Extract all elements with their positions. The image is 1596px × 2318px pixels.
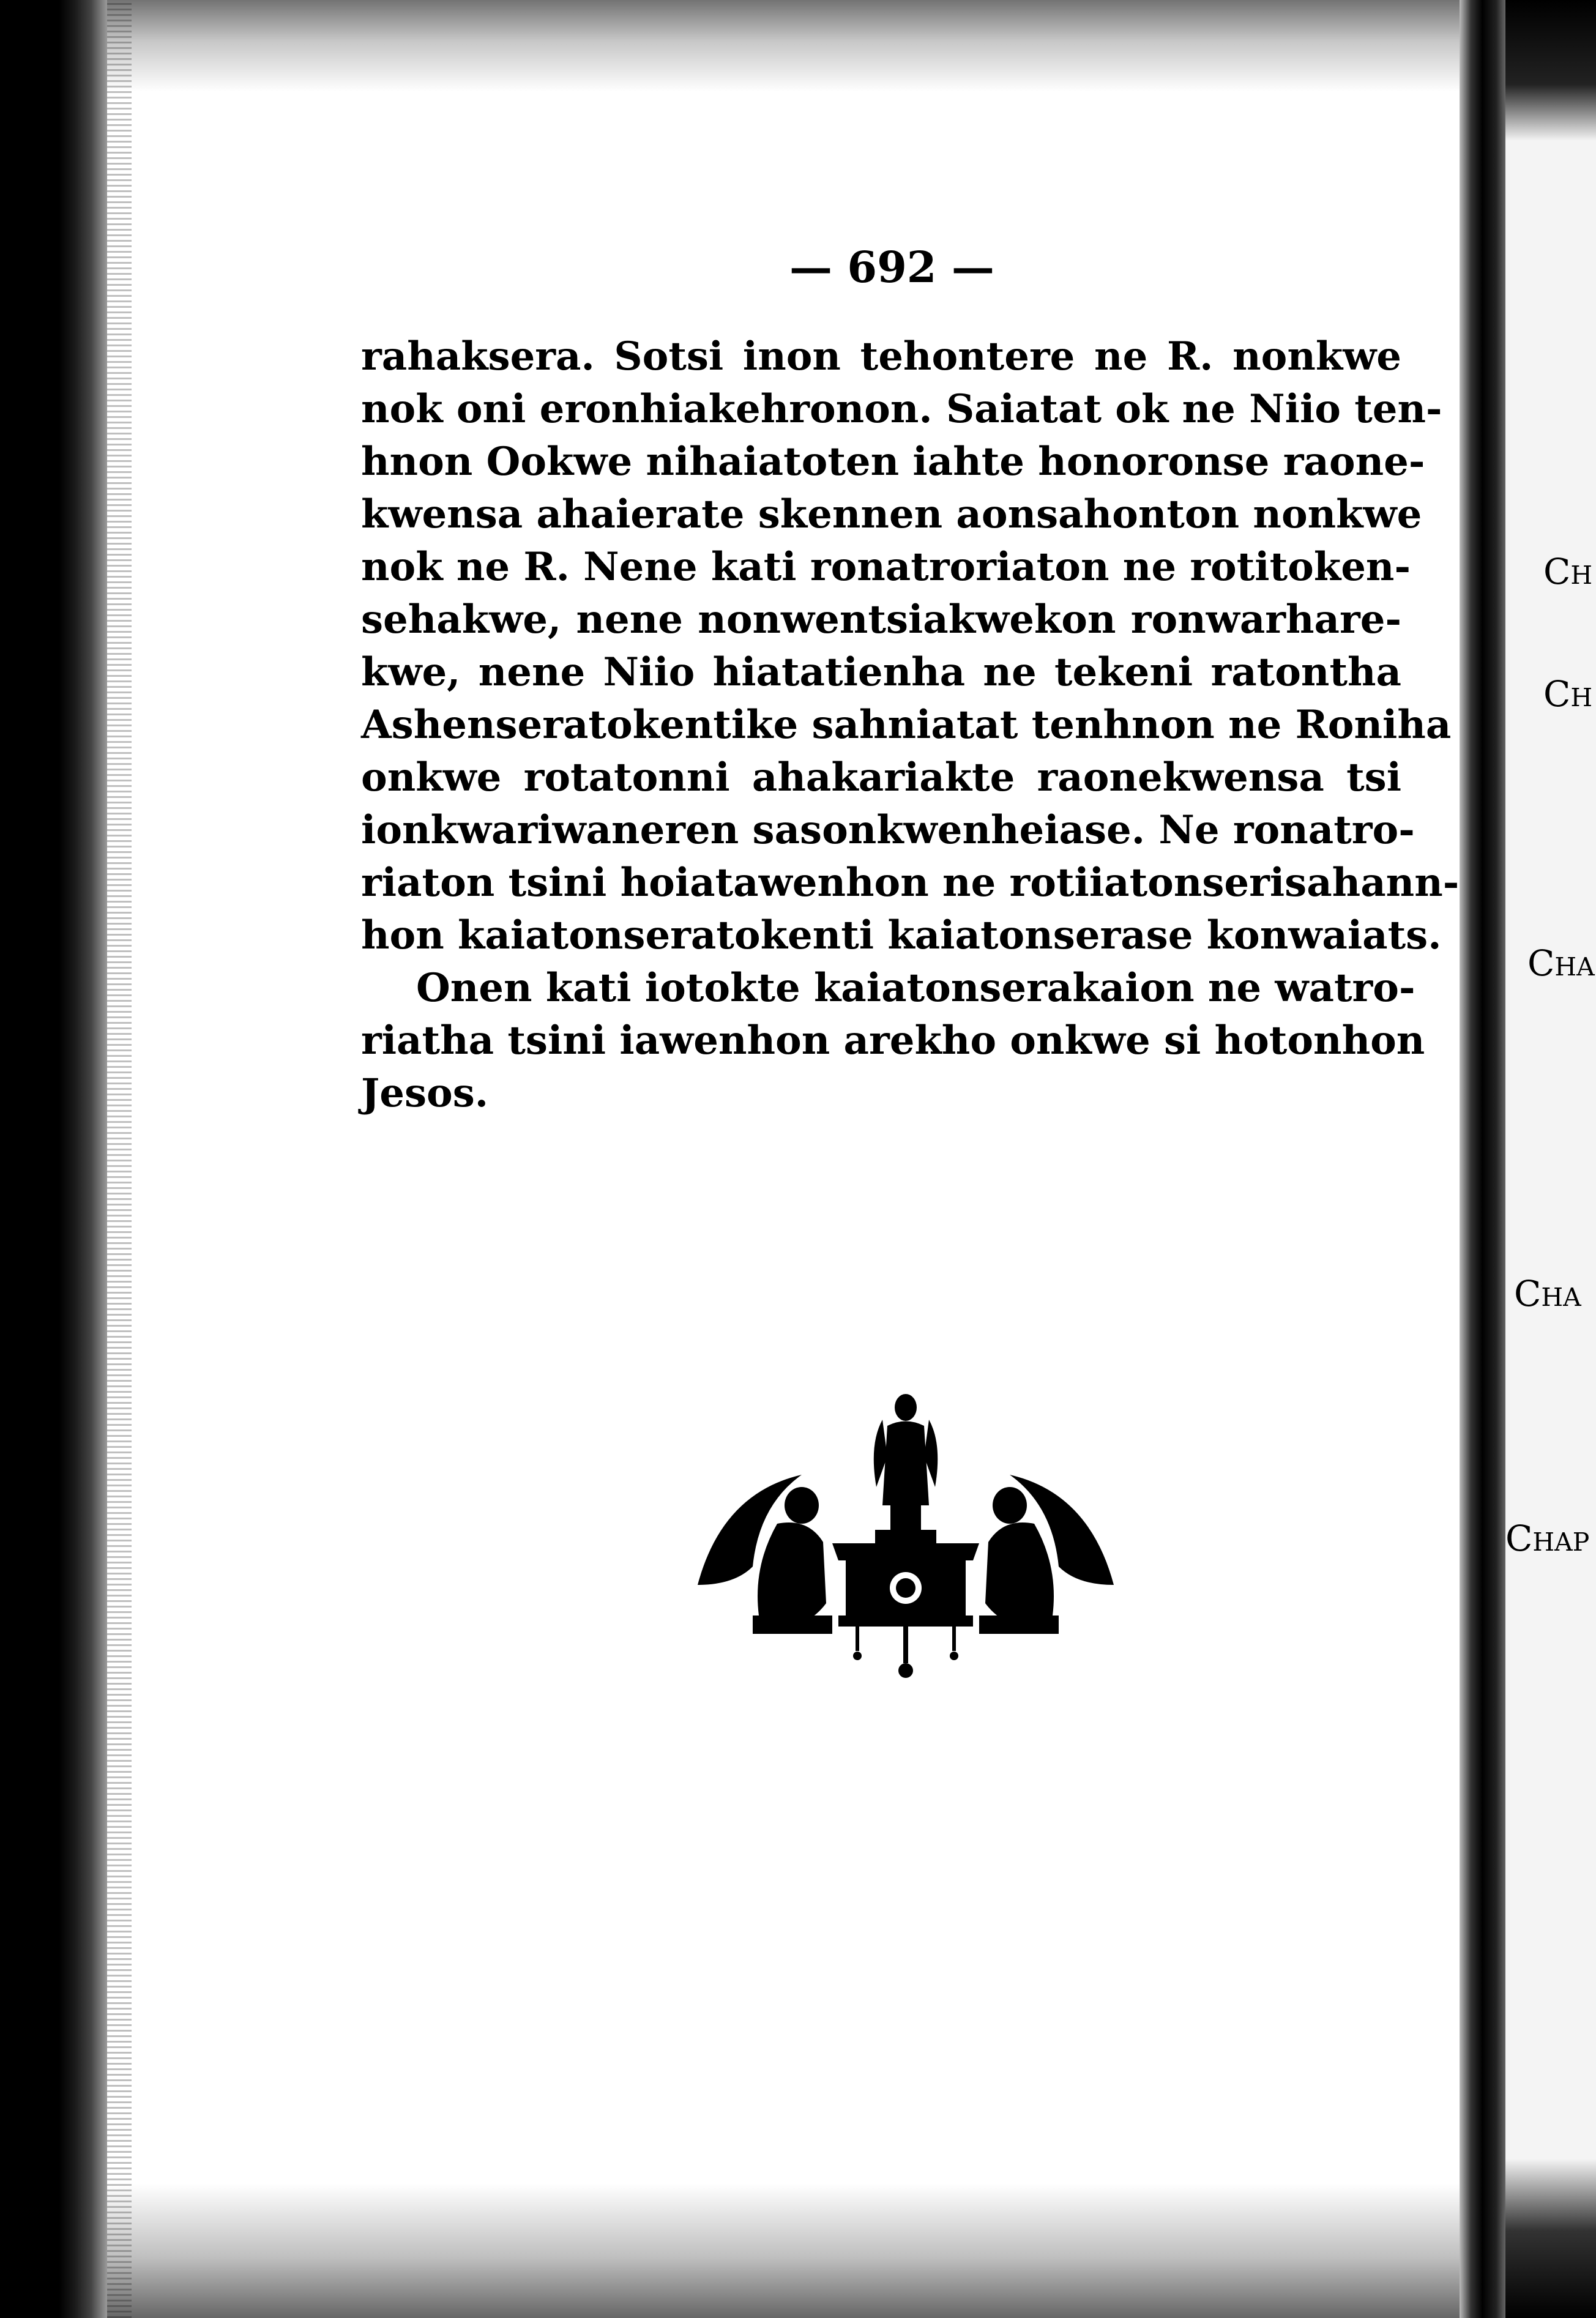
text-line: Ashenseratokentike sahniatat tenhnon ne Roniha	[361, 702, 1452, 748]
scan-edge-left	[0, 0, 107, 2318]
text-line: Onen kati iotokte kaiatonserakaion ne watro-	[416, 965, 1415, 1011]
adjacent-heading-2: Ch	[1543, 673, 1593, 715]
adjacent-page	[1505, 0, 1596, 2318]
adjacent-heading-1: Ch	[1543, 551, 1593, 592]
text-line: sehakwe, nene nonwentsiakwekon ronwarhare-	[361, 597, 1401, 643]
angels-altar-ornament	[685, 1383, 1126, 1701]
text-line: nok ne R. Nene kati ronatroriaton ne rotitoken-	[361, 544, 1411, 590]
text-line: Jesos.	[361, 1070, 489, 1116]
text-line: kwensa ahaierate skennen aonsahonton nonkwe	[361, 491, 1422, 537]
text-line: hnon Ookwe nihaiatoten iahte honoronse raone-	[361, 439, 1425, 485]
body-text	[361, 330, 1460, 1120]
text-line: riaton tsini hoiatawenhon ne rotiiatonserisahann-	[361, 860, 1460, 906]
adjacent-heading-4: Cha	[1514, 1273, 1581, 1314]
scan-edge-texture	[107, 0, 132, 2318]
page-number: — 692 —	[789, 242, 994, 293]
text-line: hon kaiatonseratokenti kaiatonserase konwaiats.	[361, 912, 1442, 958]
adjacent-heading-3: Cha	[1527, 942, 1595, 984]
scan-edge-bottom	[107, 2183, 1460, 2318]
text-line: onkwe rotatonni ahakariakte raonekwensa tsi	[361, 755, 1401, 800]
text-line: riatha tsini iawenhon arekho onkwe si hotonhon	[361, 1018, 1425, 1064]
adjacent-heading-5: Chap	[1505, 1518, 1590, 1559]
book-gutter	[1460, 0, 1505, 2318]
text-line: rahaksera. Sotsi inon tehontere ne R. nonkwe	[361, 334, 1401, 379]
text-line: nok oni eronhiakehronon. Saiatat ok ne Niio ten-	[361, 386, 1442, 432]
adjacent-page-top-shadow	[1505, 0, 1596, 141]
scan-edge-top	[107, 0, 1460, 92]
adjacent-page-bottom-shadow	[1505, 2159, 1596, 2318]
text-line: ionkwariwaneren sasonkwenheiase. Ne ronatro-	[361, 807, 1415, 853]
text-line: kwe, nene Niio hiatatienha ne tekeni ratontha	[361, 649, 1401, 695]
